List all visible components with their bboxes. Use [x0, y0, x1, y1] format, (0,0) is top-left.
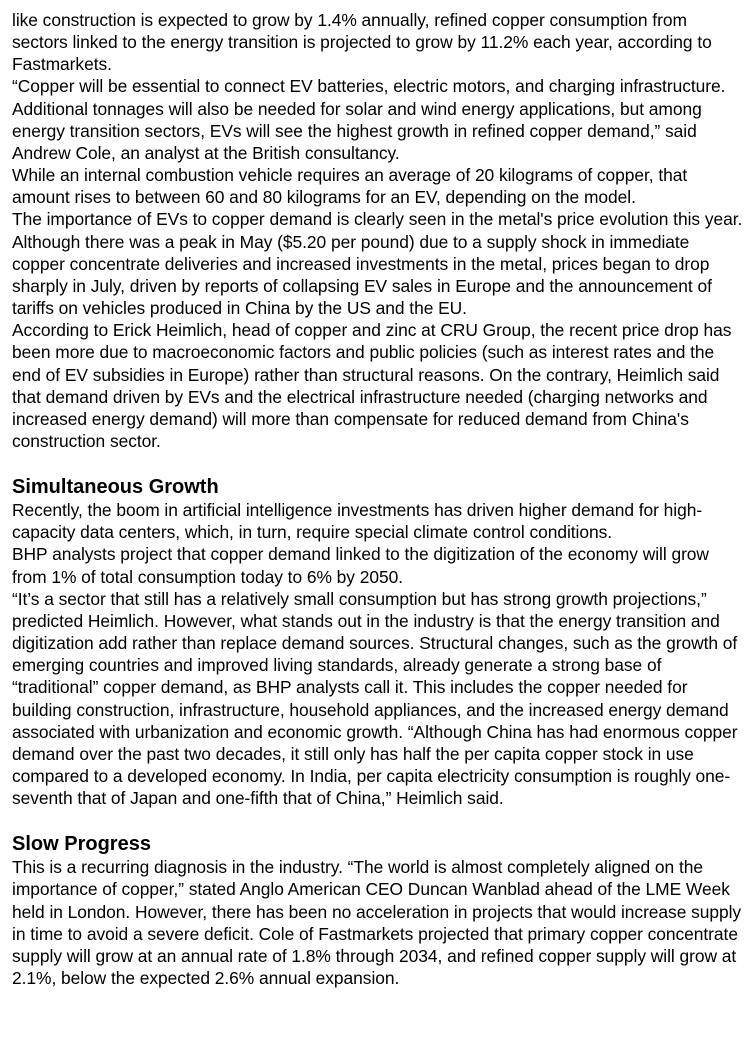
intro-paragraph-3: While an internal combustion vehicle requires an average of 20 kilograms of copper, that amount rises to between 60 and 80 kilograms for an EV, depending on the model. [12, 165, 688, 208]
section-spacer [12, 452, 744, 475]
growth-paragraph-1: Recently, the boom in artificial intelligence investments has driven higher demand for high-capacity data centers, which, in turn, require special climate control conditions. [12, 500, 703, 543]
article-body [12, 9, 744, 989]
intro-paragraph-2: “Copper will be essential to connect EV batteries, electric motors, and charging infrastructure. Additional tonnages will also be needed for solar and wind energy applications, but among energy transition sectors, EVs will see the highest growth in refined copper demand,” said Andrew Cole, an analyst at the British consultancy. [12, 76, 726, 163]
simultaneous-growth-section [12, 475, 744, 809]
section-heading: Simultaneous Growth [12, 476, 219, 499]
section-heading: Slow Progress [12, 833, 151, 856]
growth-paragraph-3: “It’s a sector that still has a relatively small consumption but has strong growth projections,” predicted Heimlich. However, what stands out in the industry is that the energy transition and digitization add rather than replace demand sources. Structural changes, such as the growth of emerging countries and improved living standards, already generate a strong base of “traditional” copper demand, as BHP analysts call it. This includes the copper needed for building construction, infrastructure, household appliances, and the increased energy demand associated with urbanization and economic growth. “Although China has had enormous copper demand over the past two decades, it still only has half the per capita copper stock in use compared to a developed economy. In India, per capita electricity consumption is roughly one-seventh that of Japan and one-fifth that of China,” Heimlich said. [12, 588, 738, 809]
section-spacer [12, 809, 744, 832]
intro-paragraph-4: The importance of EVs to copper demand is clearly seen in the metal's price evolution this year. Although there was a peak in May ($5.20 per pound) due to a supply shock in immediate copper concentrate deliveries and increased investments in the metal, prices began to drop sharply in July, driven by reports of collapsing EV sales in Europe and the announcement of tariffs on vehicles produced in China by the US and the EU. [12, 209, 743, 319]
slow-progress-section [12, 832, 744, 989]
intro-section [12, 9, 744, 452]
growth-paragraph-2: BHP analysts project that copper demand linked to the digitization of the economy will grow from 1% of total consumption today to 6% by 2050. [12, 544, 709, 587]
intro-paragraph-5: According to Erick Heimlich, head of copper and zinc at CRU Group, the recent price drop has been more due to macroeconomic factors and public policies (such as interest rates and the end of EV subsidies in Europe) rather than structural reasons. On the contrary, Heimlich said that demand driven by EVs and the electrical infrastructure needed (charging networks and increased energy demand) will more than compensate for reduced demand from China's construction sector. [12, 320, 732, 451]
intro-paragraph-1: like construction is expected to grow by 1.4% annually, refined copper consumption from sectors linked to the energy transition is projected to grow by 11.2% each year, according to Fastmarkets. [12, 10, 712, 75]
progress-paragraph-1: This is a recurring diagnosis in the industry. “The world is almost completely aligned on the importance of copper,” stated Anglo American CEO Duncan Wanblad ahead of the LME Week held in London. However, there has been no acceleration in projects that would increase supply in time to avoid a severe deficit. Cole of Fastmarkets projected that primary copper concentrate supply will grow at an annual rate of 1.8% through 2034, and refined copper supply will grow at 2.1%, below the expected 2.6% annual expansion. [12, 857, 742, 989]
